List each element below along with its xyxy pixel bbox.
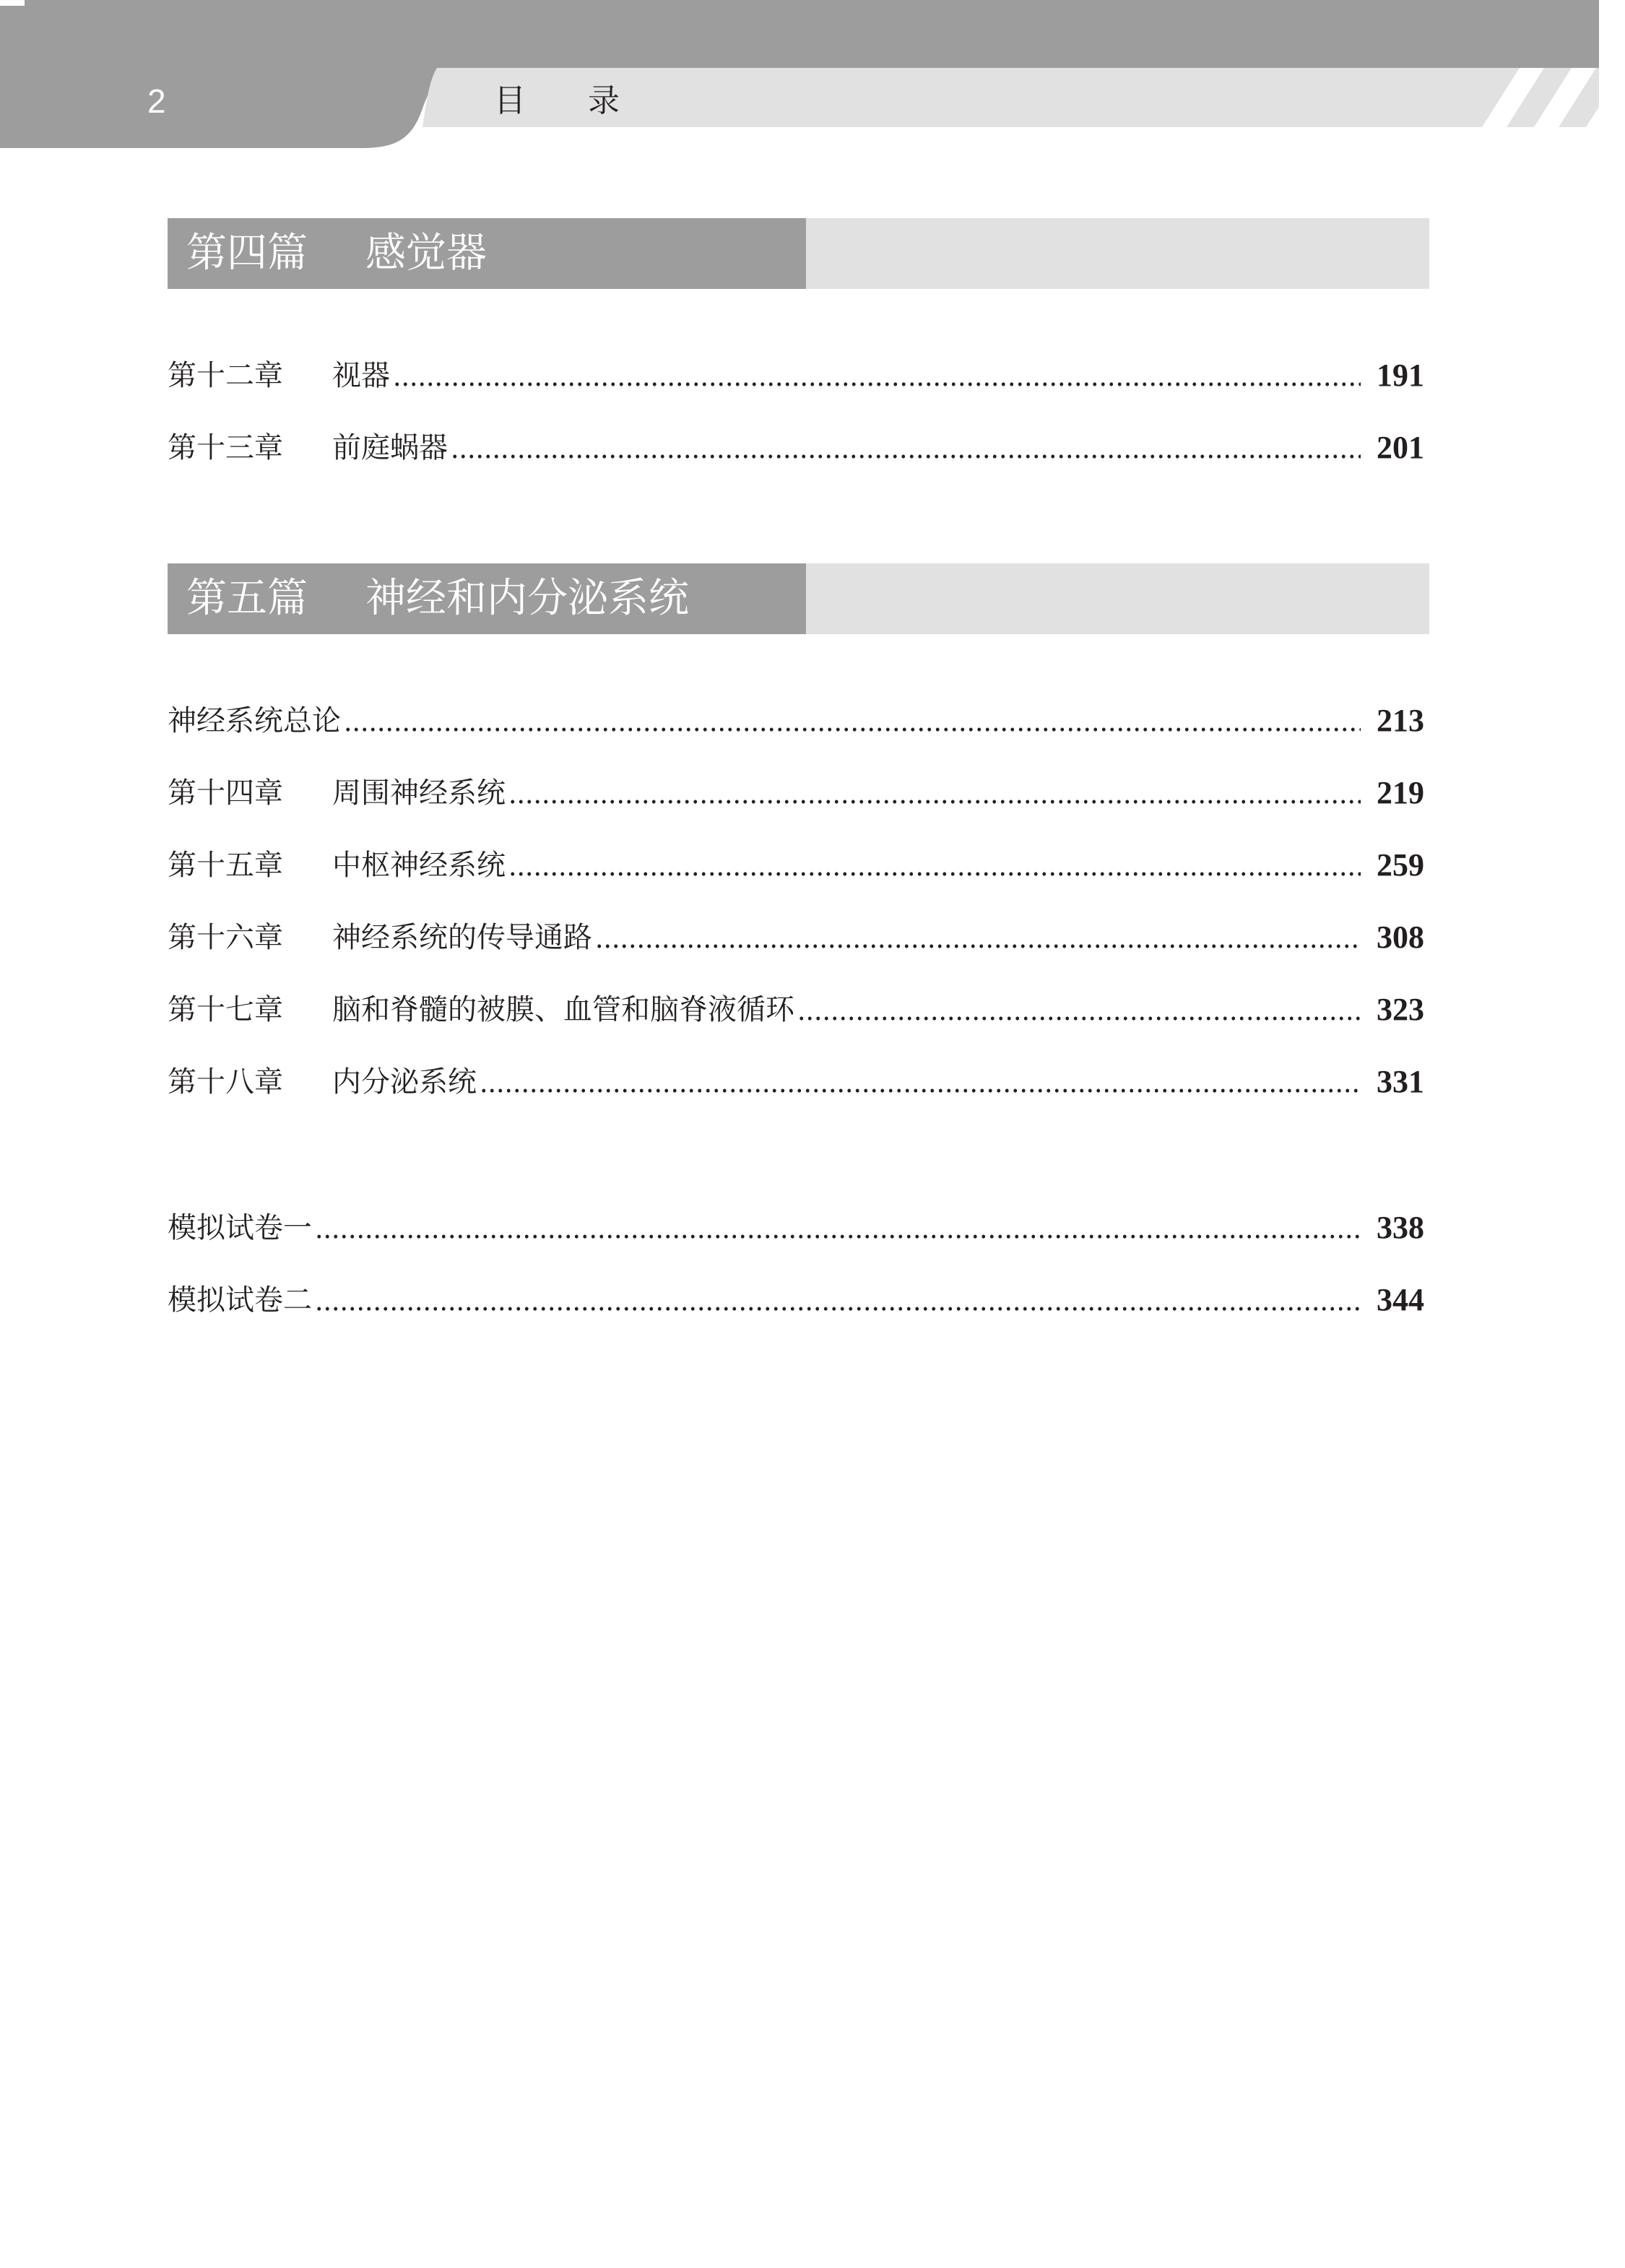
toc-chapter-title: 脑和脊髓的被膜、血管和脑脊液循环 — [332, 993, 794, 1026]
toc-dot-leader — [451, 425, 1361, 471]
toc-chapter-title: 模拟试卷二 — [168, 1284, 312, 1317]
toc-dot-leader — [315, 1277, 1361, 1323]
toc-page-number: 259 — [1377, 847, 1424, 883]
toc-chapter-number: 第十三章 — [168, 431, 283, 464]
toc-entry[interactable] — [168, 1059, 1424, 1105]
toc-dot-leader — [315, 1205, 1361, 1251]
toc-dot-leader — [508, 770, 1361, 816]
running-title: 目录 — [494, 82, 682, 119]
toc-page-number: 191 — [1377, 358, 1424, 393]
toc-page-number: 323 — [1377, 992, 1424, 1027]
toc-page-number: 219 — [1377, 775, 1424, 810]
toc-page-number: 308 — [1377, 919, 1424, 955]
toc-chapter-number: 第十五章 — [168, 849, 283, 882]
toc-chapter-number: 第十八章 — [168, 1065, 283, 1099]
toc-dot-leader — [797, 987, 1361, 1033]
toc-page-number: 344 — [1377, 1282, 1424, 1317]
part-label: 第五篇 — [186, 575, 308, 622]
part-banner-5 — [168, 563, 1429, 634]
toc-chapter-title: 周围神经系统 — [332, 776, 506, 810]
part-banner-4 — [168, 218, 1429, 289]
toc-entry[interactable] — [168, 1277, 1424, 1323]
toc-entry[interactable] — [168, 425, 1424, 471]
toc-entry[interactable] — [168, 914, 1424, 961]
toc-page-number: 213 — [1377, 703, 1424, 738]
toc-chapter-number: 第十六章 — [168, 921, 283, 954]
page-number: 2 — [147, 82, 166, 120]
part-title: 感觉器 — [365, 230, 487, 277]
toc-chapter-title: 视器 — [332, 359, 390, 392]
toc-entry[interactable] — [168, 698, 1424, 744]
header-decoration — [0, 0, 1625, 152]
toc-dot-leader — [595, 914, 1361, 961]
toc-dot-leader — [393, 352, 1361, 399]
toc-chapter-title: 中枢神经系统 — [332, 849, 506, 882]
toc-chapter-title: 内分泌系统 — [332, 1065, 477, 1099]
part-title: 神经和内分泌系统 — [365, 575, 689, 622]
toc-chapter-title: 前庭蜗器 — [332, 431, 448, 464]
toc-chapter-title: 神经系统的传导通路 — [332, 921, 592, 954]
part-label: 第四篇 — [186, 230, 308, 277]
toc-chapter-number: 第十四章 — [168, 776, 283, 810]
toc-entry[interactable] — [168, 770, 1424, 816]
toc-chapter-number: 第十七章 — [168, 993, 283, 1026]
toc-dot-leader — [480, 1059, 1361, 1105]
toc-entry[interactable] — [168, 1205, 1424, 1251]
toc-entry[interactable] — [168, 842, 1424, 888]
toc-dot-leader — [508, 842, 1361, 888]
toc-entry[interactable] — [168, 987, 1424, 1033]
running-header — [0, 0, 1625, 152]
toc-page-number: 201 — [1377, 430, 1424, 465]
toc-dot-leader — [344, 698, 1361, 744]
toc-page-number: 338 — [1377, 1210, 1424, 1245]
toc-chapter-title: 模拟试卷一 — [168, 1211, 312, 1245]
toc-chapter-number: 第十二章 — [168, 359, 283, 392]
toc-entry[interactable] — [168, 352, 1424, 399]
toc-page-number: 331 — [1377, 1064, 1424, 1099]
toc-chapter-title: 神经系统总论 — [168, 704, 341, 737]
